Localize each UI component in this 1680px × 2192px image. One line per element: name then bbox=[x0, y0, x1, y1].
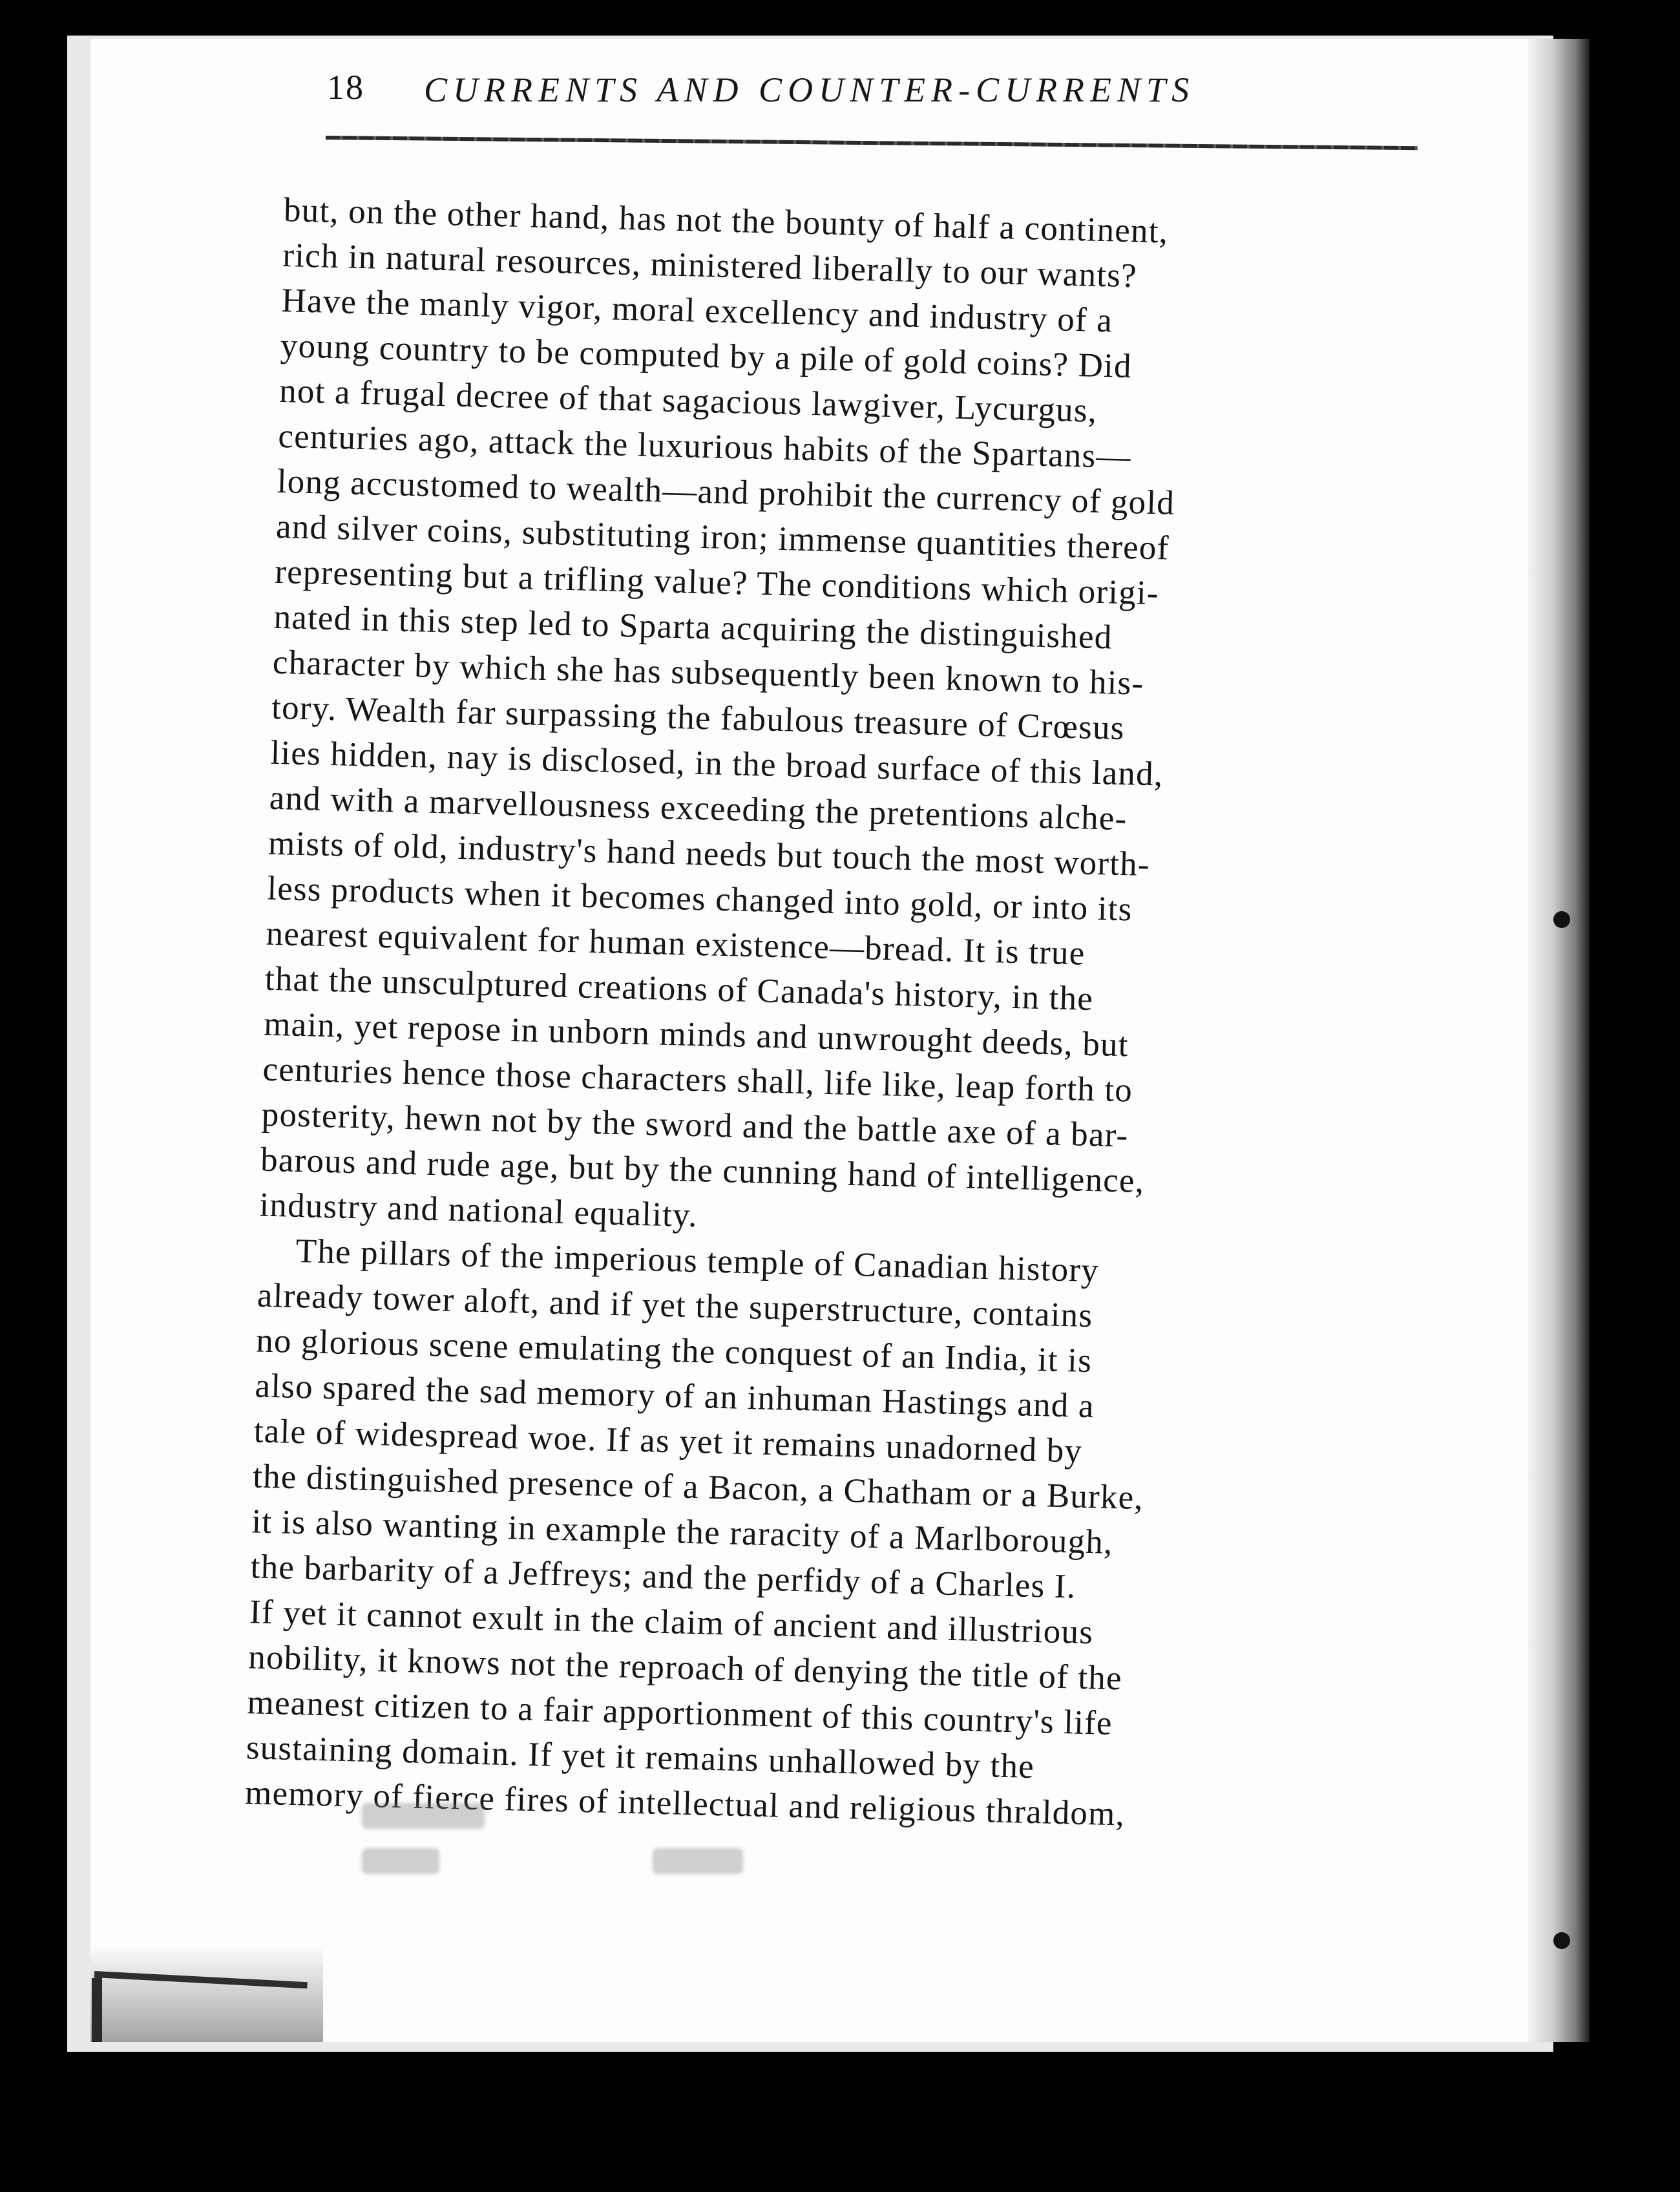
running-header bbox=[327, 67, 1374, 119]
text-line: memory of fierce fires of intellectual and religious thraldom, bbox=[244, 1774, 1126, 1833]
text-line: less products when it becomes changed into gold, or into its bbox=[266, 869, 1133, 929]
text-line: mists of old, industry's hand needs but touch the most worth- bbox=[268, 824, 1151, 884]
text-line: and with a marvellousness exceeding the pretentions alche- bbox=[269, 779, 1128, 838]
text-line: nearest equivalent for human existence—bread. It is true bbox=[266, 914, 1086, 973]
ink-smudge bbox=[362, 1848, 439, 1874]
text-line: also spared the sad memory of an inhuman Hastings and a bbox=[254, 1367, 1095, 1426]
running-title: CURRENTS AND COUNTER-CURRENTS bbox=[424, 70, 1195, 109]
text-line: representing but a trifling value? The conditions which origi- bbox=[274, 553, 1160, 613]
paragraph-start-line: The pillars of the imperious temple of Canadian history bbox=[295, 1232, 1100, 1290]
text-line: no glorious scene emulating the conquest of an India, it is bbox=[255, 1322, 1093, 1380]
text-line: not a frugal decree of that sagacious lawgiver, Lycurgus, bbox=[278, 372, 1098, 430]
body-text bbox=[244, 187, 1376, 1842]
text-line: tory. Wealth far surpassing the fabulous treasure of Crœsus bbox=[271, 688, 1126, 748]
text-line: it is also wanting in example the raracity of a Marlborough, bbox=[251, 1502, 1114, 1561]
text-line: tale of widespread woe. If as yet it remains unadorned by bbox=[253, 1412, 1083, 1470]
text-line: sustaining domain. If yet it remains unhallowed by the bbox=[246, 1729, 1035, 1786]
spine-mark bbox=[1553, 911, 1570, 928]
text-line: nated in this step led to Sparta acquiring the distinguished bbox=[273, 598, 1113, 657]
text-line: long accustomed to wealth—and prohibit the currency of gold bbox=[277, 462, 1175, 522]
page-number: 18 bbox=[327, 68, 364, 107]
text-line: nobility, it knows not the reproach of denying the title of the bbox=[247, 1638, 1123, 1698]
text-line: centuries hence those characters shall, life like, leap forth to bbox=[262, 1050, 1133, 1110]
text-line: young country to be computed by a pile of gold coins? Did bbox=[280, 326, 1133, 386]
text-line: centuries ago, attack the luxurious habits of the Spartans— bbox=[277, 417, 1132, 476]
text-line: barous and rude age, but by the cunning hand of intelligence, bbox=[260, 1141, 1145, 1200]
text-line: but, on the other hand, has not the bounty of half a continent, bbox=[283, 191, 1169, 251]
text-line: Have the manly vigor, moral excellency and industry of a bbox=[281, 281, 1113, 340]
text-line: the distinguished presence of a Bacon, a Chatham or a Burke, bbox=[252, 1457, 1144, 1517]
text-line: already tower aloft, and if yet the superstructure, contains bbox=[257, 1276, 1093, 1335]
spine-mark bbox=[1553, 1932, 1570, 1949]
corner-shadow bbox=[90, 1945, 323, 2042]
text-line: that the unsculptured creations of Canada's history, in the bbox=[264, 960, 1094, 1018]
text-line: posterity, hewn not by the sword and the battle axe of a bar- bbox=[261, 1095, 1129, 1155]
book-spine-shadow bbox=[1528, 39, 1590, 2042]
text-line: rich in natural resources, ministered liberally to our wants? bbox=[282, 236, 1138, 295]
text-line: lies hidden, nay is disclosed, in the broad surface of this land, bbox=[269, 733, 1164, 794]
text-line: If yet it cannot exult in the claim of ancient and illustrious bbox=[249, 1593, 1094, 1652]
text-line: the barbarity of a Jeffreys; and the perfidy of a Charles I. bbox=[250, 1548, 1076, 1606]
text-line: and silver coins, substituting iron; immense quantities thereof bbox=[275, 507, 1170, 567]
ink-smudge bbox=[653, 1848, 743, 1874]
text-line: character by which she has subsequently been known to his- bbox=[272, 643, 1144, 702]
ink-smudge bbox=[362, 1803, 485, 1829]
text-line: main, yet repose in unborn minds and unwrought deeds, but bbox=[263, 1005, 1129, 1064]
text-line: meanest citizen to a fair apportionment of this country's life bbox=[246, 1683, 1113, 1743]
corner-mark bbox=[92, 1977, 102, 2042]
text-line: industry and national equality. bbox=[258, 1186, 698, 1235]
